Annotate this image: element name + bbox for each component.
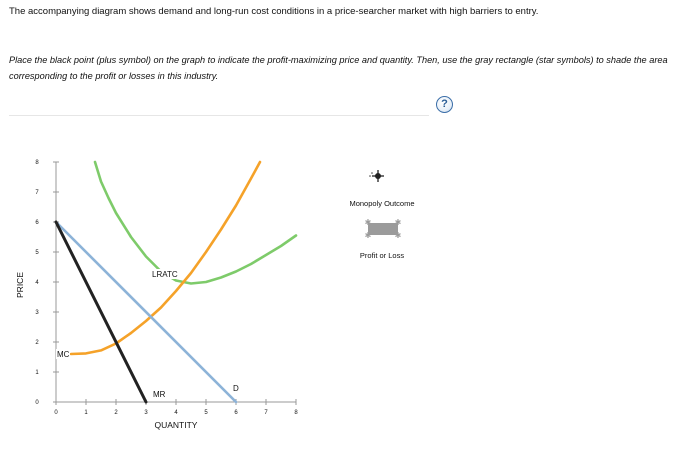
lratc-label: LRATC [152,270,178,279]
profit-or-loss-tool[interactable] [360,218,404,260]
x-tick-label: 2 [114,410,118,416]
x-tick-label: 4 [174,410,178,416]
divider [9,115,429,116]
y-tick-label: 4 [35,280,39,286]
mc-label: MC [57,350,70,359]
star-rectangle-icon[interactable] [365,218,402,240]
x-tick-label: 5 [204,410,208,416]
y-tick-label: 3 [35,310,39,316]
d-label: D [233,384,239,393]
svg-text:✱: ✱ [364,231,372,240]
y-tick-label: 6 [35,220,39,226]
curves [56,162,296,402]
svg-text:✱: ✱ [394,231,402,240]
monopoly-outcome-tool[interactable] [349,170,414,208]
x-tick-label: 3 [144,410,148,416]
series-mr-line [56,222,146,402]
x-tick-label: 0 [54,410,58,416]
monopoly-outcome-label: Monopoly Outcome [349,199,415,208]
y-axis-title: PRICE [15,272,25,298]
series-mc-line [71,162,260,354]
y-tick-label: 0 [35,400,39,406]
x-tick-label: 6 [234,410,238,416]
question-instructions: Place the black point (plus symbol) on the graph to indicate the profit-maximizing price and quantity. Then, use the gray rectangle (star symbols) to shade the area corresponding to the profit or losses in this industry. [9,55,668,81]
x-tick-label: 8 [294,410,298,416]
x-axis-title: QUANTITY [154,420,198,430]
y-tick-label: 2 [35,340,39,346]
y-tick-label: 5 [35,250,39,256]
help-button[interactable]: ? [436,96,453,113]
x-tick-label: 1 [84,410,88,416]
svg-text:✱: ✱ [394,218,402,227]
question-intro: The accompanying diagram shows demand and long-run cost conditions in a price-searcher market with high barriers to entry. [9,6,539,17]
graph[interactable] [0,140,440,440]
x-tick-label: 7 [264,410,268,416]
y-tick-label: 7 [35,190,39,196]
svg-text:✱: ✱ [364,218,372,227]
mr-label: MR [153,390,166,399]
plus-point-icon[interactable] [369,170,384,182]
axes [35,160,298,416]
curve-labels [56,269,239,399]
y-tick-label: 8 [35,160,39,166]
y-tick-label: 1 [35,370,39,376]
profit-or-loss-label: Profit or Loss [359,251,405,260]
